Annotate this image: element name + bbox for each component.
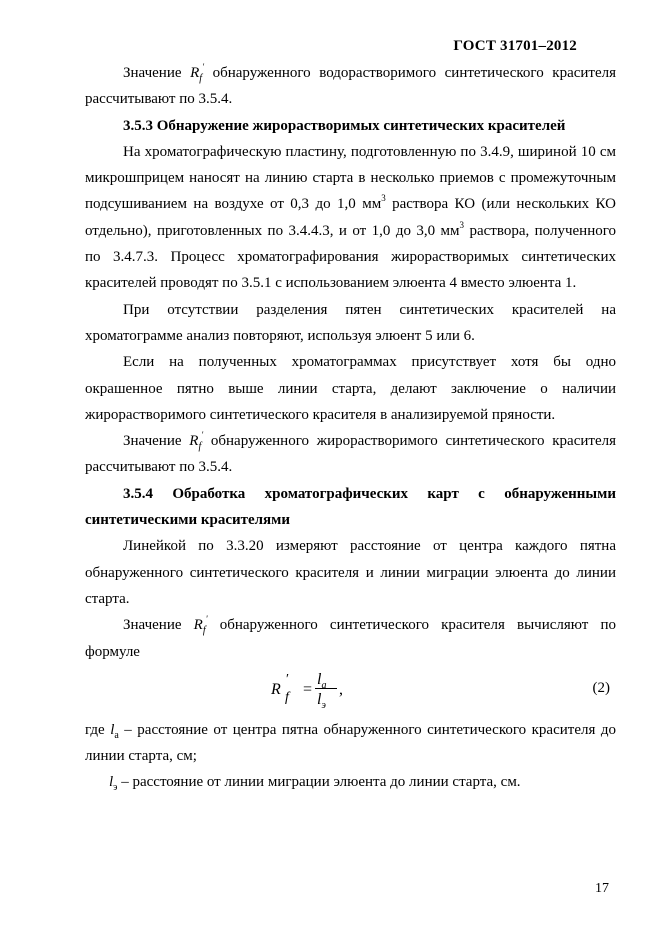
paragraph-ruler-measurement: Линейкой по 3.3.20 измеряют расстояние от центра каждого пятна обнаруженного синтетического красителя и линии миграции элюента до линии старта.: [85, 538, 616, 607]
formula-equals: =: [303, 680, 313, 698]
page-number: 17: [595, 881, 609, 896]
equation-number: (2): [592, 679, 610, 696]
document-code-header: ГОСТ 31701–2012: [453, 38, 577, 54]
paragraph-rf-fat-soluble: Значение $R_f'$ обнаруженного жирорастворимого синтетического красителя рассчитывают по 3.5.4.: [85, 430, 616, 476]
paragraph-where-le: $l_э$ – расстояние от линии миграции элюента до линии старта, см.: [109, 774, 521, 794]
section-heading-3-5-4: 3.5.4 Обработка хроматографических карт с обнаруженными синтетическими красителями: [85, 485, 616, 529]
formula-expression: [271, 667, 361, 715]
formula-lhs-subscript: f: [285, 689, 289, 705]
paragraph-where-la: где $l_а$ – расстояние от центра пятна обнаруженного синтетического красителя до линии старта, см;: [85, 721, 616, 765]
paragraph-rf-formula-intro: Значение $R_f'$ обнаруженного синтетического красителя вычисляют по формуле: [85, 614, 617, 660]
paragraph-rf-water-soluble: Значение $R_f'$ обнаруженного водорастворимого синтетического красителя рассчитывают по 3.5.4.: [85, 62, 617, 108]
paragraph-no-separation: При отсутствии разделения пятен синтетических красителей на хроматограмме анализ повторяют, используя элюент 5 или 6.: [85, 301, 616, 344]
paragraph-fat-soluble-procedure: На хроматографическую пластину, подготовленную по 3.4.9, шириной 10 см микрошприцем наносят на линию старта в несколько приемов с промежуточным подсушиванием на воздухе от 0,3 до 1,0 $мм^3$ раствора КО (или нескольких КО отдельно), приготовленных по 3.4.4.3, и от 1,0 до 3,0 $мм^3$ раствора, полученного по 3.4.7.3. Процесс хроматографирования жирорастворимых синтетических красителей проводят по 3.5.1 с использованием элюента 4 вместо элюента 1.: [85, 143, 617, 292]
formula-lhs-r: R: [271, 680, 281, 698]
formula-numerator: $l_a$: [317, 670, 327, 692]
formula-denominator: $l_э$: [317, 690, 326, 712]
formula-rf: [85, 665, 616, 717]
document-body: [85, 60, 616, 796]
paragraph-colored-spot-conclusion: Если на полученных хроматограммах присутствует хотя бы одно окрашенное пятно выше линии старта, делают заключение о наличии жирорастворимого синтетического красителя в анализируемой пряности.: [85, 354, 616, 423]
formula-lhs-prime: ′: [286, 671, 290, 687]
section-heading-3-5-3: 3.5.3 Обнаружение жирорастворимых синтетических красителей: [123, 117, 566, 134]
formula-comma: ,: [339, 680, 343, 698]
